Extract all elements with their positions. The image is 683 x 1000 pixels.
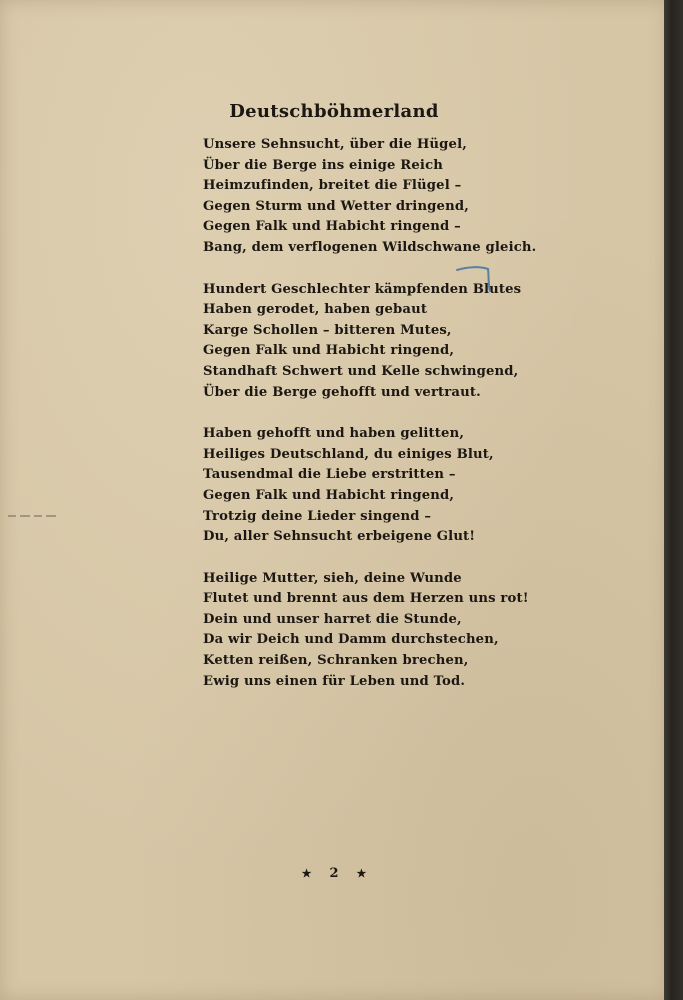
- verse-line: Über die Berge gehofft und vertraut.: [203, 384, 481, 400]
- stanza-2: [203, 280, 533, 404]
- verse-line: Da wir Deich und Damm durchstechen,: [203, 632, 499, 648]
- margin-dash-mark: [8, 514, 58, 518]
- star-ornament-right: ★: [356, 867, 367, 880]
- verse-line: Unsere Sehnsucht, über die Hügel,: [203, 137, 467, 152]
- verse-line: Gegen Falk und Habicht ringend,: [203, 487, 455, 503]
- stanza-1: [203, 135, 537, 259]
- poem-body: [203, 135, 537, 713]
- verse-line: Heilige Mutter, sieh, deine Wunde: [203, 570, 462, 586]
- verse-line: Standhaft Schwert und Kelle schwingend,: [203, 363, 519, 379]
- star-ornament-left: ★: [301, 867, 312, 880]
- verse-line: Dein und unser harret die Stunde,: [203, 611, 462, 627]
- verse-line: Hundert Geschlechter kämpfenden Blutes: [203, 281, 522, 297]
- verse-line: Gegen Sturm und Wetter dringend,: [203, 198, 469, 214]
- verse-line: Flutet und brennt aus dem Herzen uns rot!: [203, 591, 529, 607]
- pencil-bracket-mark: [455, 264, 495, 294]
- poem-title: Deutschböhmerland: [229, 101, 439, 122]
- book-spine: [664, 0, 683, 1000]
- verse-line: Ewig uns einen für Leben und Tod.: [203, 673, 466, 689]
- verse-line: Heimzufinden, breitet die Flügel –: [203, 178, 462, 194]
- verse-line: Über die Berge ins einige Reich: [203, 157, 443, 173]
- verse-line: Gegen Falk und Habicht ringend,: [203, 343, 455, 359]
- verse-line: Bang, dem verflogenen Wildschwane gleich.: [203, 239, 537, 255]
- verse-line: Haben gerodet, haben gebaut: [203, 302, 428, 318]
- verse-line: Karge Schollen – bitteren Mutes,: [203, 322, 452, 338]
- verse-line: Haben gehofft und haben gelitten,: [203, 426, 465, 442]
- stanza-4: [203, 569, 533, 693]
- verse-line: Heiliges Deutschland, du einiges Blut,: [203, 446, 494, 462]
- verse-line: Tausendmal die Liebe erstritten –: [203, 467, 456, 483]
- verse-line: Gegen Falk und Habicht ringend –: [203, 219, 461, 235]
- verse-line: Ketten reißen, Schranken brechen,: [203, 653, 469, 669]
- verse-line: Du, aller Sehnsucht erbeigene Glut!: [203, 529, 476, 545]
- page-number: 2: [329, 866, 339, 881]
- page-footer: [0, 866, 668, 881]
- verse-line: Trotzig deine Lieder singend –: [203, 508, 432, 524]
- stanza-3: [203, 424, 533, 548]
